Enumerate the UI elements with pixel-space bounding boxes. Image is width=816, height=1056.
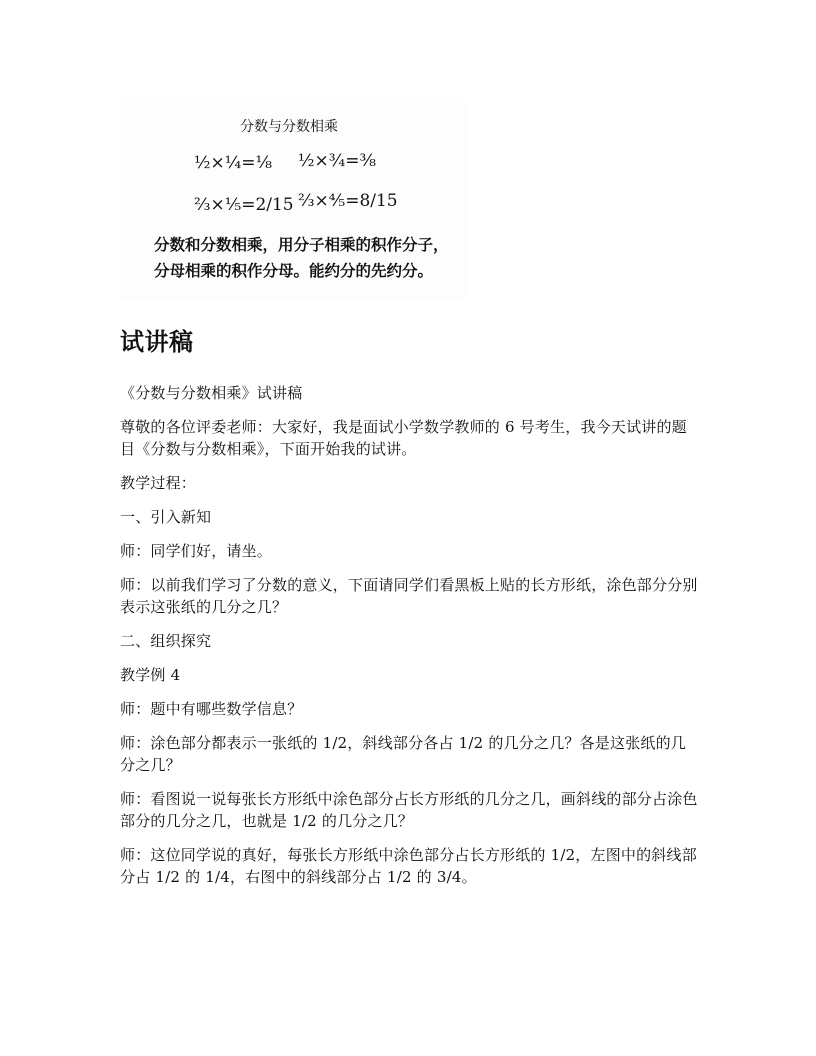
rule-line-1: 分数和分数相乘，用分子相乘的积作分子， xyxy=(154,235,449,254)
paragraph-dialog-6: 师：这位同学说的真好，每张长方形纸中涂色部分占长方形纸的 1/2，左图中的斜线部分占 1/2 的 1/4，右图中的斜线部分占 1/2 的 3/4。 xyxy=(120,846,697,886)
paragraph-dialog-5: 师：看图说一说每张长方形纸中涂色部分占长方形纸的几分之几，画斜线的部分占涂色部分的几分之几，也就是 1/2 的几分之几？ xyxy=(120,790,698,830)
section-heading-explore: 二、组织探究 xyxy=(120,632,212,650)
section-heading-intro: 一、引入新知 xyxy=(120,508,212,526)
equation-3: ⅔×⅕=2/15 xyxy=(194,195,294,215)
paragraph-dialog-1: 师：同学们好，请坐。 xyxy=(120,542,273,560)
handwritten-notes-drawing xyxy=(120,98,466,300)
equation-4: ⅔×⅘=8/15 xyxy=(298,191,398,211)
paragraph-greeting: 尊敬的各位评委老师：大家好，我是面试小学数学教师的 6 号考生，我今天试讲的题目《分数与分数相乘》，下面开始我的试讲。 xyxy=(120,418,687,458)
page-heading: 试讲稿 xyxy=(120,328,194,356)
paragraph-doc-title: 《分数与分数相乘》试讲稿 xyxy=(120,384,303,402)
equation-1: ½×¼=⅛ xyxy=(194,153,272,173)
document-body xyxy=(120,382,700,900)
paragraph-dialog-2: 师：以前我们学习了分数的意义，下面请同学们看黑板上贴的长方形纸，涂色部分分别表示这张纸的几分之几？ xyxy=(120,576,698,616)
paragraph-dialog-4: 师：涂色部分都表示一张纸的 1/2，斜线部分各占 1/2 的几分之几？各是这张纸的几分之几？ xyxy=(120,734,686,774)
handwritten-notes-image xyxy=(120,98,466,300)
paragraph-dialog-3: 师：题中有哪些数学信息？ xyxy=(120,700,303,718)
figure-title: 分数与分数相乘 xyxy=(240,119,338,135)
paragraph-example-label: 教学例 4 xyxy=(120,666,181,684)
paragraph-process-label: 教学过程： xyxy=(120,474,197,492)
equation-2: ½×¾=⅜ xyxy=(298,151,376,171)
rule-line-2: 分母相乘的积作分母。能约分的先约分。 xyxy=(154,261,434,280)
